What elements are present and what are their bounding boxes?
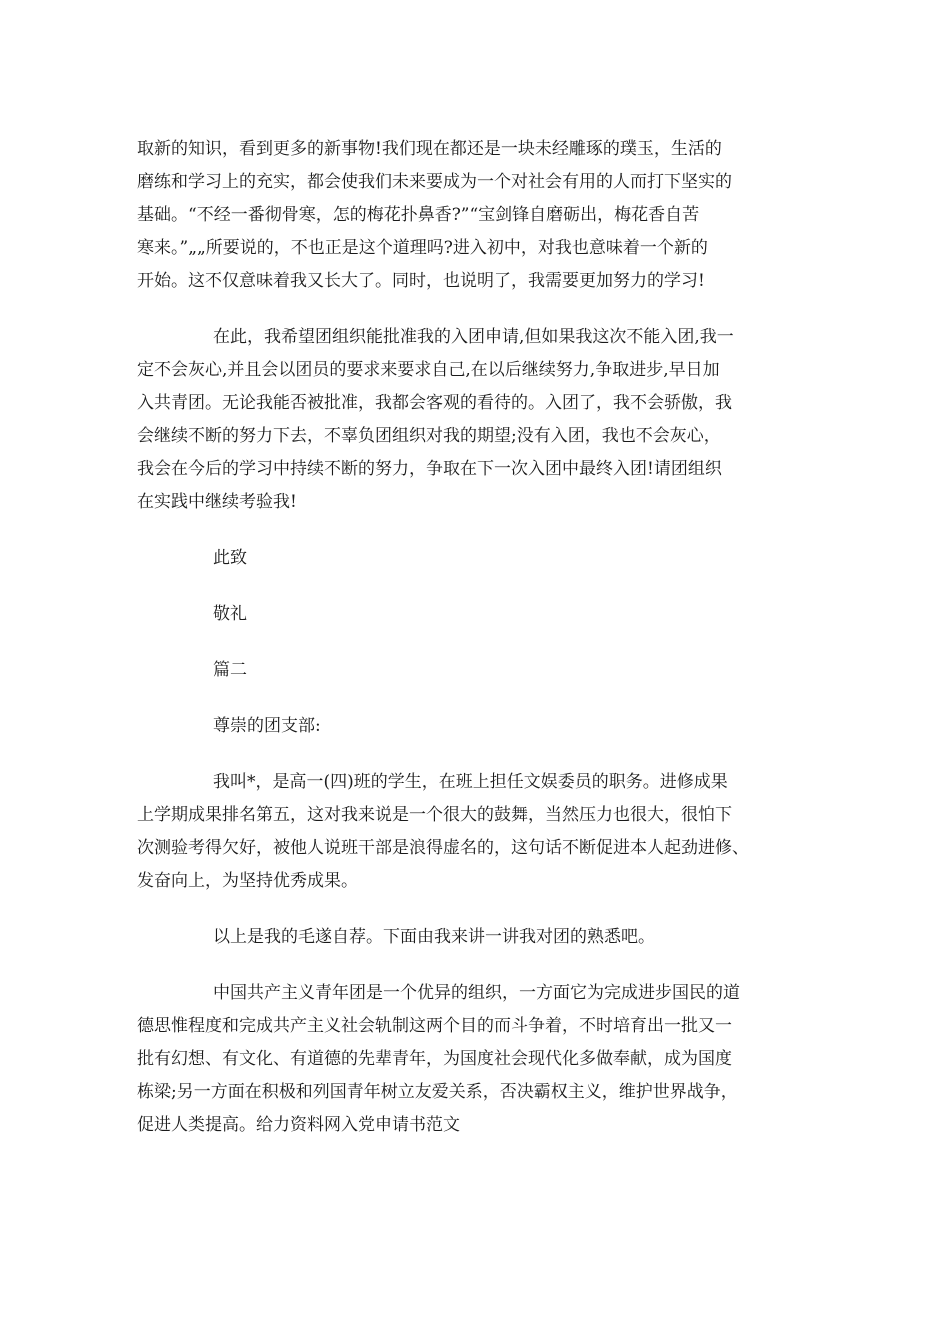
- text-line: 德思惟程度和完成共产主义社会轨制这两个目的而斗争着，不时培育出一批又一: [137, 1016, 732, 1036]
- text-line: 定不会灰心,并且会以团员的要求来要求自己,在以后继续努力,争取进步,早日加: [137, 360, 720, 380]
- text-line: 在此，我希望团组织能批准我的入团申请,但如果我这次不能入团,我一: [213, 327, 734, 347]
- paragraph-2: [137, 321, 827, 519]
- paragraph-gap: [137, 687, 827, 710]
- section-title: 篇二: [213, 660, 247, 680]
- paragraph-5: [137, 977, 827, 1142]
- text-line: 开始。这不仅意味着我又长大了。同时，也说明了，我需要更加努力的学习!: [137, 271, 705, 291]
- paragraph-3: [137, 766, 827, 898]
- paragraph-gap: [137, 631, 827, 654]
- text-line: 次测验考得欠好，被他人说班干部是浪得虚名的，这句话不断促进本人起劲进修、: [137, 838, 749, 858]
- text-line: 以上是我的毛遂自荐。下面由我来讲一讲我对团的熟悉吧。: [213, 927, 655, 947]
- text-line: 基础。“不经一番彻骨寒，怎的梅花扑鼻香?”“宝剑锋自磨砺出，梅花香自苦: [137, 205, 700, 225]
- document-body: [137, 133, 827, 1142]
- paragraph-gap: [137, 298, 827, 321]
- text-line: 我会在今后的学习中持续不断的努力，争取在下一次入团中最终入团!请团组织: [137, 459, 722, 479]
- text-line: 批有幻想、有文化、有道德的先辈青年，为国度社会现代化多做奉献，成为国度: [137, 1049, 732, 1069]
- text-line: 中国共产主义青年团是一个优异的组织，一方面它为完成进步国民的道: [213, 983, 740, 1003]
- text-line: 我叫*，是高一(四)班的学生，在班上担任文娱委员的职务。进修成果: [213, 772, 728, 792]
- text-line: 发奋向上，为坚持优秀成果。: [137, 871, 358, 891]
- text-line: 促进人类提高。给力资料网入党申请书范文: [137, 1115, 460, 1135]
- salutation: 尊崇的团支部:: [213, 716, 321, 736]
- paragraph-gap: [137, 954, 827, 977]
- closing-line-2: 敬礼: [213, 604, 247, 624]
- paragraph-1: [137, 133, 827, 298]
- closing-line-1: 此致: [213, 548, 247, 568]
- text-line: 上学期成果排名第五，这对我来说是一个很大的鼓舞，当然压力也很大，很怕下: [137, 805, 732, 825]
- paragraph-gap: [137, 575, 827, 598]
- paragraph-4: [137, 921, 827, 954]
- paragraph-gap: [137, 743, 827, 766]
- paragraph-gap: [137, 519, 827, 542]
- text-line: 寒来。”„„所要说的，不也正是这个道理吗?进入初中，对我也意味着一个新的: [137, 238, 708, 258]
- text-line: 会继续不断的努力下去，不辜负团组织对我的期望;没有入团，我也不会灰心，: [137, 426, 721, 446]
- text-line: 取新的知识，看到更多的新事物!我们现在都还是一块未经雕琢的璞玉，生活的: [137, 139, 722, 159]
- paragraph-gap: [137, 898, 827, 921]
- text-line: 栋梁;另一方面在积极和列国青年树立友爱关系，否决霸权主义，维护世界战争，: [137, 1082, 738, 1102]
- text-line: 磨练和学习上的充实，都会使我们未来要成为一个对社会有用的人而打下坚实的: [137, 172, 732, 192]
- text-line: 入共青团。无论我能否被批准，我都会客观的看待的。入团了，我不会骄傲，我: [137, 393, 732, 413]
- text-line: 在实践中继续考验我!: [137, 492, 297, 512]
